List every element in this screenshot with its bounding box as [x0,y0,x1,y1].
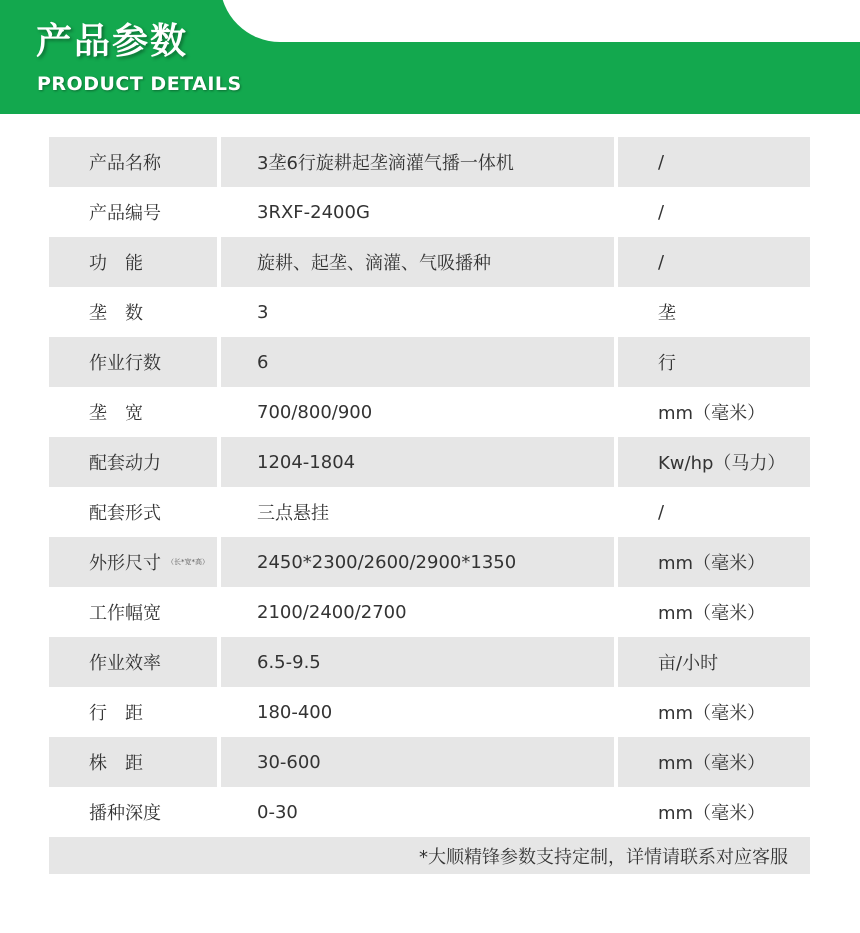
table-row [49,637,810,687]
row-value: 2100/2400/2700 [257,601,407,623]
table-row [49,787,810,837]
footnote-text: *大顺精锋参数支持定制，详情请联系对应客服 [419,846,788,868]
row-label: 配套动力 [49,437,217,487]
table-row [49,437,810,487]
row-value: 旋耕、起垄、滴灌、气吸播种 [221,237,614,287]
footnote-row [49,837,810,874]
row-label: 垄 宽 [89,403,143,424]
page-title: 产品参数 [36,21,189,62]
row-unit: / [618,137,810,187]
row-label: 播种深度 [89,803,161,824]
table-row [49,587,810,637]
row-unit: mm（毫米） [658,803,766,824]
row-unit: mm（毫米） [658,703,766,724]
row-label-sub: （长*宽*高） [167,558,209,566]
row-label: 株 距 [49,737,217,787]
row-value: 6 [221,337,614,387]
table-row [49,337,810,387]
row-value: 3RXF-2400G [257,201,370,223]
row-label: 作业效率 [49,637,217,687]
row-value: 30-600 [221,737,614,787]
header-banner [0,0,860,114]
banner-white-cutout [220,0,860,42]
table-row [49,537,810,587]
row-unit: 行 [618,337,810,387]
row-label: 外形尺寸 [89,553,161,574]
row-label: 配套形式 [89,503,161,524]
row-value: 2450*2300/2600/2900*1350 [221,537,614,587]
row-value: 0-30 [257,801,298,823]
row-unit: mm（毫米） [658,603,766,624]
row-value: 180-400 [257,701,333,723]
row-value: 3垄6行旋耕起垄滴灌气播一体机 [221,137,614,187]
table-row [49,487,810,537]
row-unit: Kw/hp（马力） [618,437,810,487]
row-label: 行 距 [89,703,143,724]
row-value: 1204-1804 [221,437,614,487]
row-value: 700/800/900 [257,401,373,423]
row-value: 6.5-9.5 [221,637,614,687]
row-label: 作业行数 [49,337,217,387]
row-unit: / [658,501,665,523]
row-unit: / [658,201,665,223]
row-value: 三点悬挂 [257,503,329,524]
row-unit: 亩/小时 [618,637,810,687]
page-subtitle: PRODUCT DETAILS [37,73,242,95]
row-label: 工作幅宽 [89,603,161,624]
row-label: 功 能 [49,237,217,287]
row-unit: mm（毫米） [618,537,810,587]
row-unit: / [618,237,810,287]
row-label: 产品名称 [49,137,217,187]
table-row [49,237,810,287]
table-row [49,287,810,337]
row-label: 产品编号 [89,203,161,224]
row-label: 垄 数 [89,303,143,324]
table-row [49,737,810,787]
table-row [49,687,810,737]
row-unit: mm（毫米） [658,403,766,424]
row-unit: 垄 [658,303,676,324]
spec-table [49,137,810,874]
row-unit: mm（毫米） [618,737,810,787]
row-label-cell [49,537,217,587]
table-row [49,187,810,237]
table-row [49,387,810,437]
row-value: 3 [257,301,269,323]
table-row [49,137,810,187]
